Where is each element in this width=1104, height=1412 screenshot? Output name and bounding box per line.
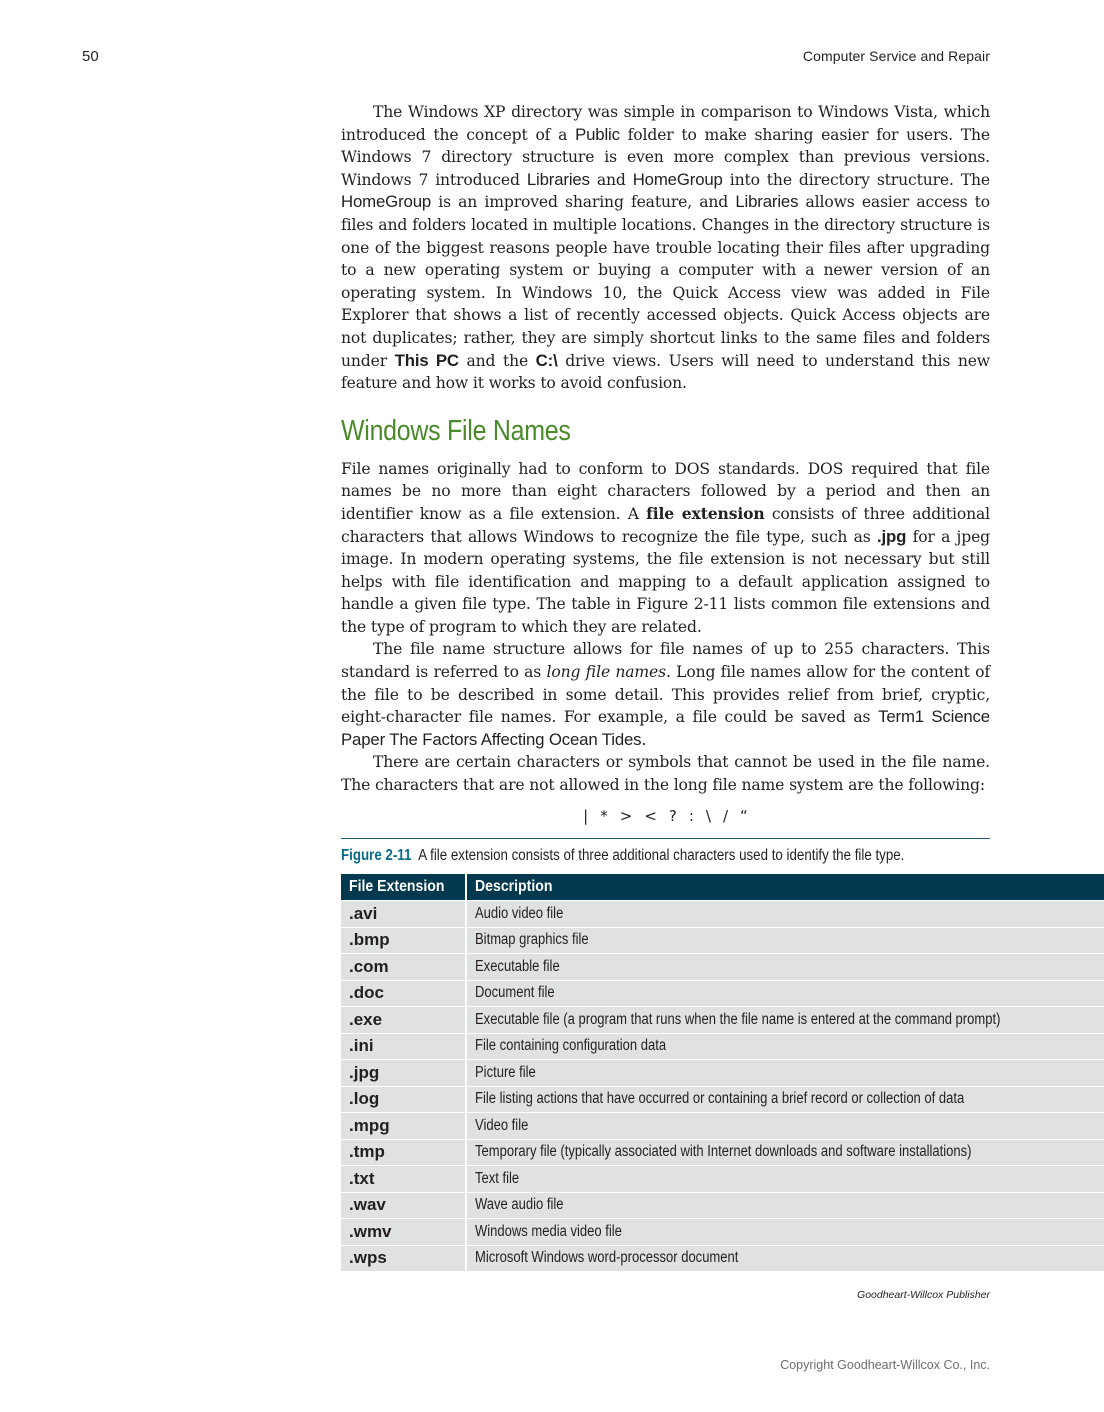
- text-run: consists of three additional characters that allows Windows to recognize the file type, such as: [341, 504, 990, 546]
- forbidden-char: *: [600, 806, 608, 825]
- text-run: The file name structure allows for file names of up to 255 characters. This standard is referred to as: [341, 640, 990, 682]
- file-extension-cell: .wmv: [341, 1219, 466, 1246]
- file-extension-cell: .avi: [341, 901, 466, 928]
- table-row: [341, 1007, 1104, 1034]
- description-text: Video file: [475, 1116, 529, 1134]
- libraries-term: Libraries: [526, 169, 590, 189]
- description-cell: [466, 1033, 1104, 1060]
- description-cell: [466, 1007, 1104, 1034]
- table-row: [341, 980, 1104, 1007]
- this-pc-term: This PC: [394, 350, 459, 370]
- file-extension-cell: .wav: [341, 1192, 466, 1219]
- description-text: Picture file: [475, 1063, 537, 1081]
- forbidden-char: |: [583, 806, 589, 825]
- description-text: Wave audio file: [475, 1196, 565, 1214]
- table-row: [341, 1192, 1104, 1219]
- main-content: [341, 101, 990, 825]
- table-row: [341, 901, 1104, 928]
- text-run: The Windows XP directory was simple in comparison to Windows Vista, which introduced the concept of a: [341, 103, 990, 144]
- description-text: Document file: [475, 984, 556, 1002]
- paragraph-forbidden-characters: There are certain characters or symbols that cannot be used in the file name. The characters that are not allowed in the long file name system are the following:: [341, 753, 990, 795]
- long-file-names-term: long file names: [546, 663, 666, 682]
- description-cell: [466, 1086, 1104, 1113]
- figure-caption: [341, 847, 909, 865]
- column-header-label: Description: [475, 878, 553, 895]
- running-head: Computer Service and Repair: [802, 48, 990, 64]
- column-header-extension: [341, 874, 466, 901]
- copyright-notice: Copyright Goodheart-Willcox Co., Inc.: [780, 1358, 990, 1372]
- forbidden-char: /: [722, 806, 729, 825]
- file-extension-cell: .mpg: [341, 1113, 466, 1140]
- description-text: Windows media video file: [475, 1222, 623, 1240]
- c-drive-term: C:\: [535, 350, 558, 370]
- description-text: Bitmap graphics file: [475, 931, 590, 949]
- description-text: Audio video file: [475, 904, 564, 922]
- homegroup-term: HomeGroup: [632, 169, 723, 189]
- forbidden-char: :: [688, 806, 694, 825]
- text-run: for a jpeg image. In modern operating systems, the file extension is not necessary but still helps with file identification and mapping to a default application assigned to handle a given file type. The table in Figure 2-11 lists common file extensions and the type of program to which they are related.: [341, 527, 990, 636]
- description-cell: [466, 1113, 1104, 1140]
- description-text: Microsoft Windows word-processor document: [475, 1249, 739, 1267]
- description-cell: [466, 1245, 1104, 1271]
- description-text: File listing actions that have occurred or containing a brief record or collection of data: [475, 1090, 965, 1108]
- file-extension-cell: .exe: [341, 1007, 466, 1034]
- table-row: [341, 1113, 1104, 1140]
- example-file-name: Term1 Science Paper The Factors Affecting Ocean Tides: [341, 707, 990, 749]
- table-row: [341, 927, 1104, 954]
- description-cell: [466, 1219, 1104, 1246]
- description-cell: [466, 954, 1104, 981]
- paragraph-directory-history: [341, 101, 990, 395]
- table-row: [341, 1166, 1104, 1193]
- jpg-term: .jpg: [877, 526, 907, 546]
- forbidden-char: ?: [668, 806, 677, 825]
- text-run: File names originally had to conform to DOS standards. DOS required that file names be no more than eight characters followed by a period and then an identifier know as a file extension. A: [341, 459, 990, 523]
- text-run: allows easier access to files and folders located in multiple locations. Changes in the directory structure is one of the biggest reasons people have trouble locating their files after upgrading to a new operating system or buying a computer with a newer version of an operating system. In Windows 10, the Quick Access view was added in File Explorer that shows a list of recently accessed objects. Quick Access objects are not duplicates; rather, they are simply shortcut links to the same files and folders under: [341, 193, 990, 370]
- figure-divider: [341, 838, 990, 839]
- column-header-label: File Extension: [349, 878, 445, 895]
- section-heading: Windows File Names: [341, 414, 571, 447]
- file-extension-cell: .tmp: [341, 1139, 466, 1166]
- text-run: .: [641, 730, 647, 749]
- figure-label: Figure 2-11: [341, 847, 412, 864]
- description-cell: [466, 927, 1104, 954]
- table-body: [341, 901, 1104, 1272]
- figure-source: Goodheart-Willcox Publisher: [857, 1289, 990, 1301]
- description-text: Executable file (a program that runs when the file name is entered at the command prompt): [475, 1010, 1001, 1028]
- text-run: is an improved sharing feature, and: [431, 193, 736, 212]
- file-extension-cell: .bmp: [341, 927, 466, 954]
- text-run: and: [589, 170, 633, 189]
- description-cell: [466, 1060, 1104, 1087]
- description-cell: [466, 980, 1104, 1007]
- table-header-row: [341, 874, 1104, 901]
- forbidden-char: “: [740, 806, 748, 825]
- table-row: [341, 1060, 1104, 1087]
- homegroup-term: HomeGroup: [341, 192, 432, 212]
- description-text: Text file: [475, 1169, 520, 1187]
- forbidden-char: \: [705, 806, 711, 825]
- text-run: folder to make sharing easier for users. The Windows 7 directory structure is even more complex than previous versions. Windows 7 introduced: [341, 125, 990, 189]
- table-row: [341, 1219, 1104, 1246]
- description-cell: [466, 901, 1104, 928]
- file-extension-table: [341, 874, 1104, 1271]
- text-run: and the: [458, 351, 536, 370]
- file-extension-cell: .ini: [341, 1033, 466, 1060]
- file-extension-cell: .txt: [341, 1166, 466, 1193]
- table-row: [341, 954, 1104, 981]
- file-extension-cell: .doc: [341, 980, 466, 1007]
- text-run: drive views. Users will need to understand this new feature and how it works to avoid confusion.: [341, 351, 991, 393]
- description-text: Executable file: [475, 957, 561, 975]
- forbidden-characters: [341, 807, 990, 825]
- table-row: [341, 1086, 1104, 1113]
- forbidden-char: >: [619, 806, 633, 825]
- public-folder-term: Public: [575, 124, 620, 144]
- libraries-term: Libraries: [735, 192, 799, 212]
- file-extension-cell: .wps: [341, 1245, 466, 1271]
- page-number: 50: [82, 48, 99, 65]
- text-run: into the directory structure. The: [722, 170, 990, 189]
- forbidden-char: <: [644, 806, 657, 825]
- file-extension-cell: .log: [341, 1086, 466, 1113]
- file-extension-cell: .jpg: [341, 1060, 466, 1087]
- paragraph-long-file-names: [341, 638, 990, 751]
- description-cell: [466, 1166, 1104, 1193]
- figure-caption-text: A file extension consists of three additional characters used to identify the file type.: [418, 847, 905, 864]
- text-run: . Long file names allow for the content of the file to be described in some detail. This provides relief from brief, cryptic, eight-character file names. For example, a file could be saved as: [341, 663, 990, 727]
- column-header-description: [466, 874, 1104, 901]
- table-row: [341, 1033, 1104, 1060]
- description-text: Temporary file (typically associated with Internet downloads and software installations): [475, 1143, 972, 1161]
- description-text: File containing configuration data: [475, 1037, 667, 1055]
- description-cell: [466, 1139, 1104, 1166]
- table-row: [341, 1139, 1104, 1166]
- paragraph-dos-standards: [341, 458, 990, 639]
- description-cell: [466, 1192, 1104, 1219]
- file-extension-cell: .com: [341, 954, 466, 981]
- table-row: [341, 1245, 1104, 1271]
- file-extension-term: file extension: [646, 503, 765, 523]
